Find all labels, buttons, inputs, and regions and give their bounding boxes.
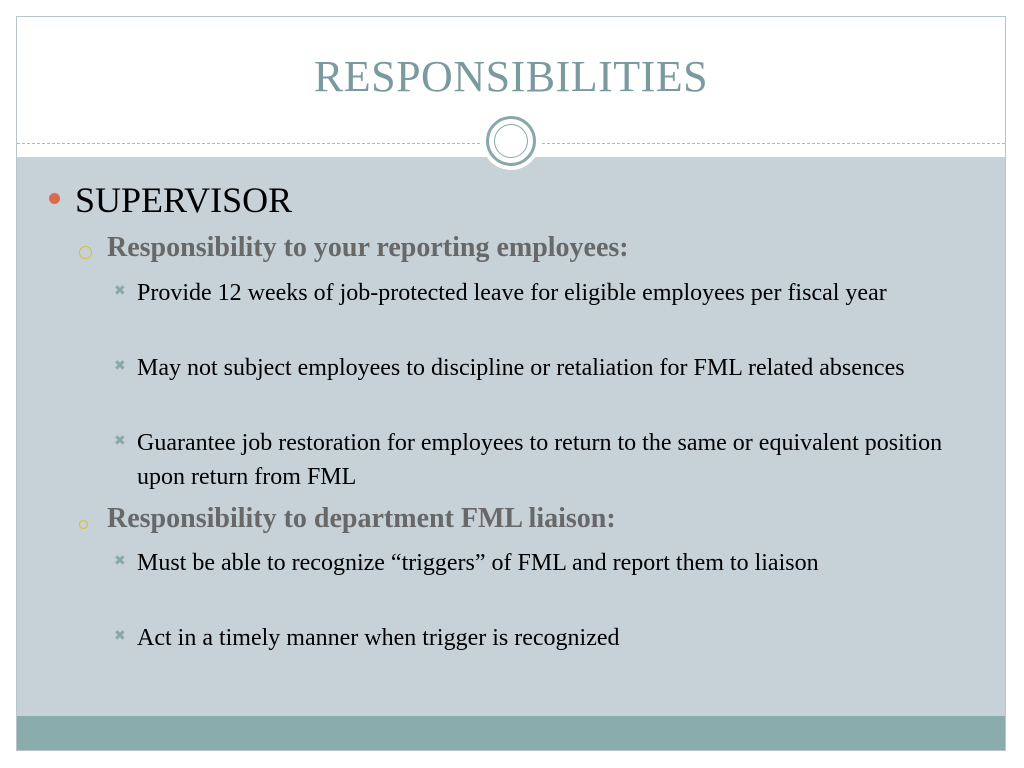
- subheading-fml-liaison: Responsibility to department FML liaison:: [107, 503, 616, 534]
- list-item: Must be able to recognize “triggers” of FML and report them to liaison: [137, 550, 819, 576]
- list-item: Provide 12 weeks of job-protected leave for eligible employees per fiscal year: [137, 280, 887, 306]
- cross-bullet-icon: ✖: [114, 433, 126, 449]
- cross-bullet-icon: ✖: [114, 628, 126, 644]
- list-item: Act in a timely manner when trigger is recognized: [137, 625, 620, 651]
- cross-bullet-icon: ✖: [114, 283, 126, 299]
- cross-bullet-icon: ✖: [114, 358, 126, 374]
- bullet-circle-icon: [79, 246, 92, 259]
- list-item: Guarantee job restoration for employees to return to the same or equivalent position upon return from FML: [137, 430, 943, 490]
- section-heading: SUPERVISOR: [75, 180, 293, 220]
- slide-title: RESPONSIBILITIES: [313, 52, 709, 101]
- footer-bar: [17, 716, 1005, 751]
- subheading-reporting-employees: Responsibility to your reporting employees:: [107, 232, 629, 263]
- ornament-inner-ring-icon: [494, 124, 528, 158]
- bullet-circle-icon: [79, 520, 88, 529]
- list-item: May not subject employees to discipline or retaliation for FML related absences: [137, 355, 905, 381]
- slide: [16, 16, 1006, 751]
- bullet-dot-icon: [49, 193, 60, 204]
- cross-bullet-icon: ✖: [114, 553, 126, 569]
